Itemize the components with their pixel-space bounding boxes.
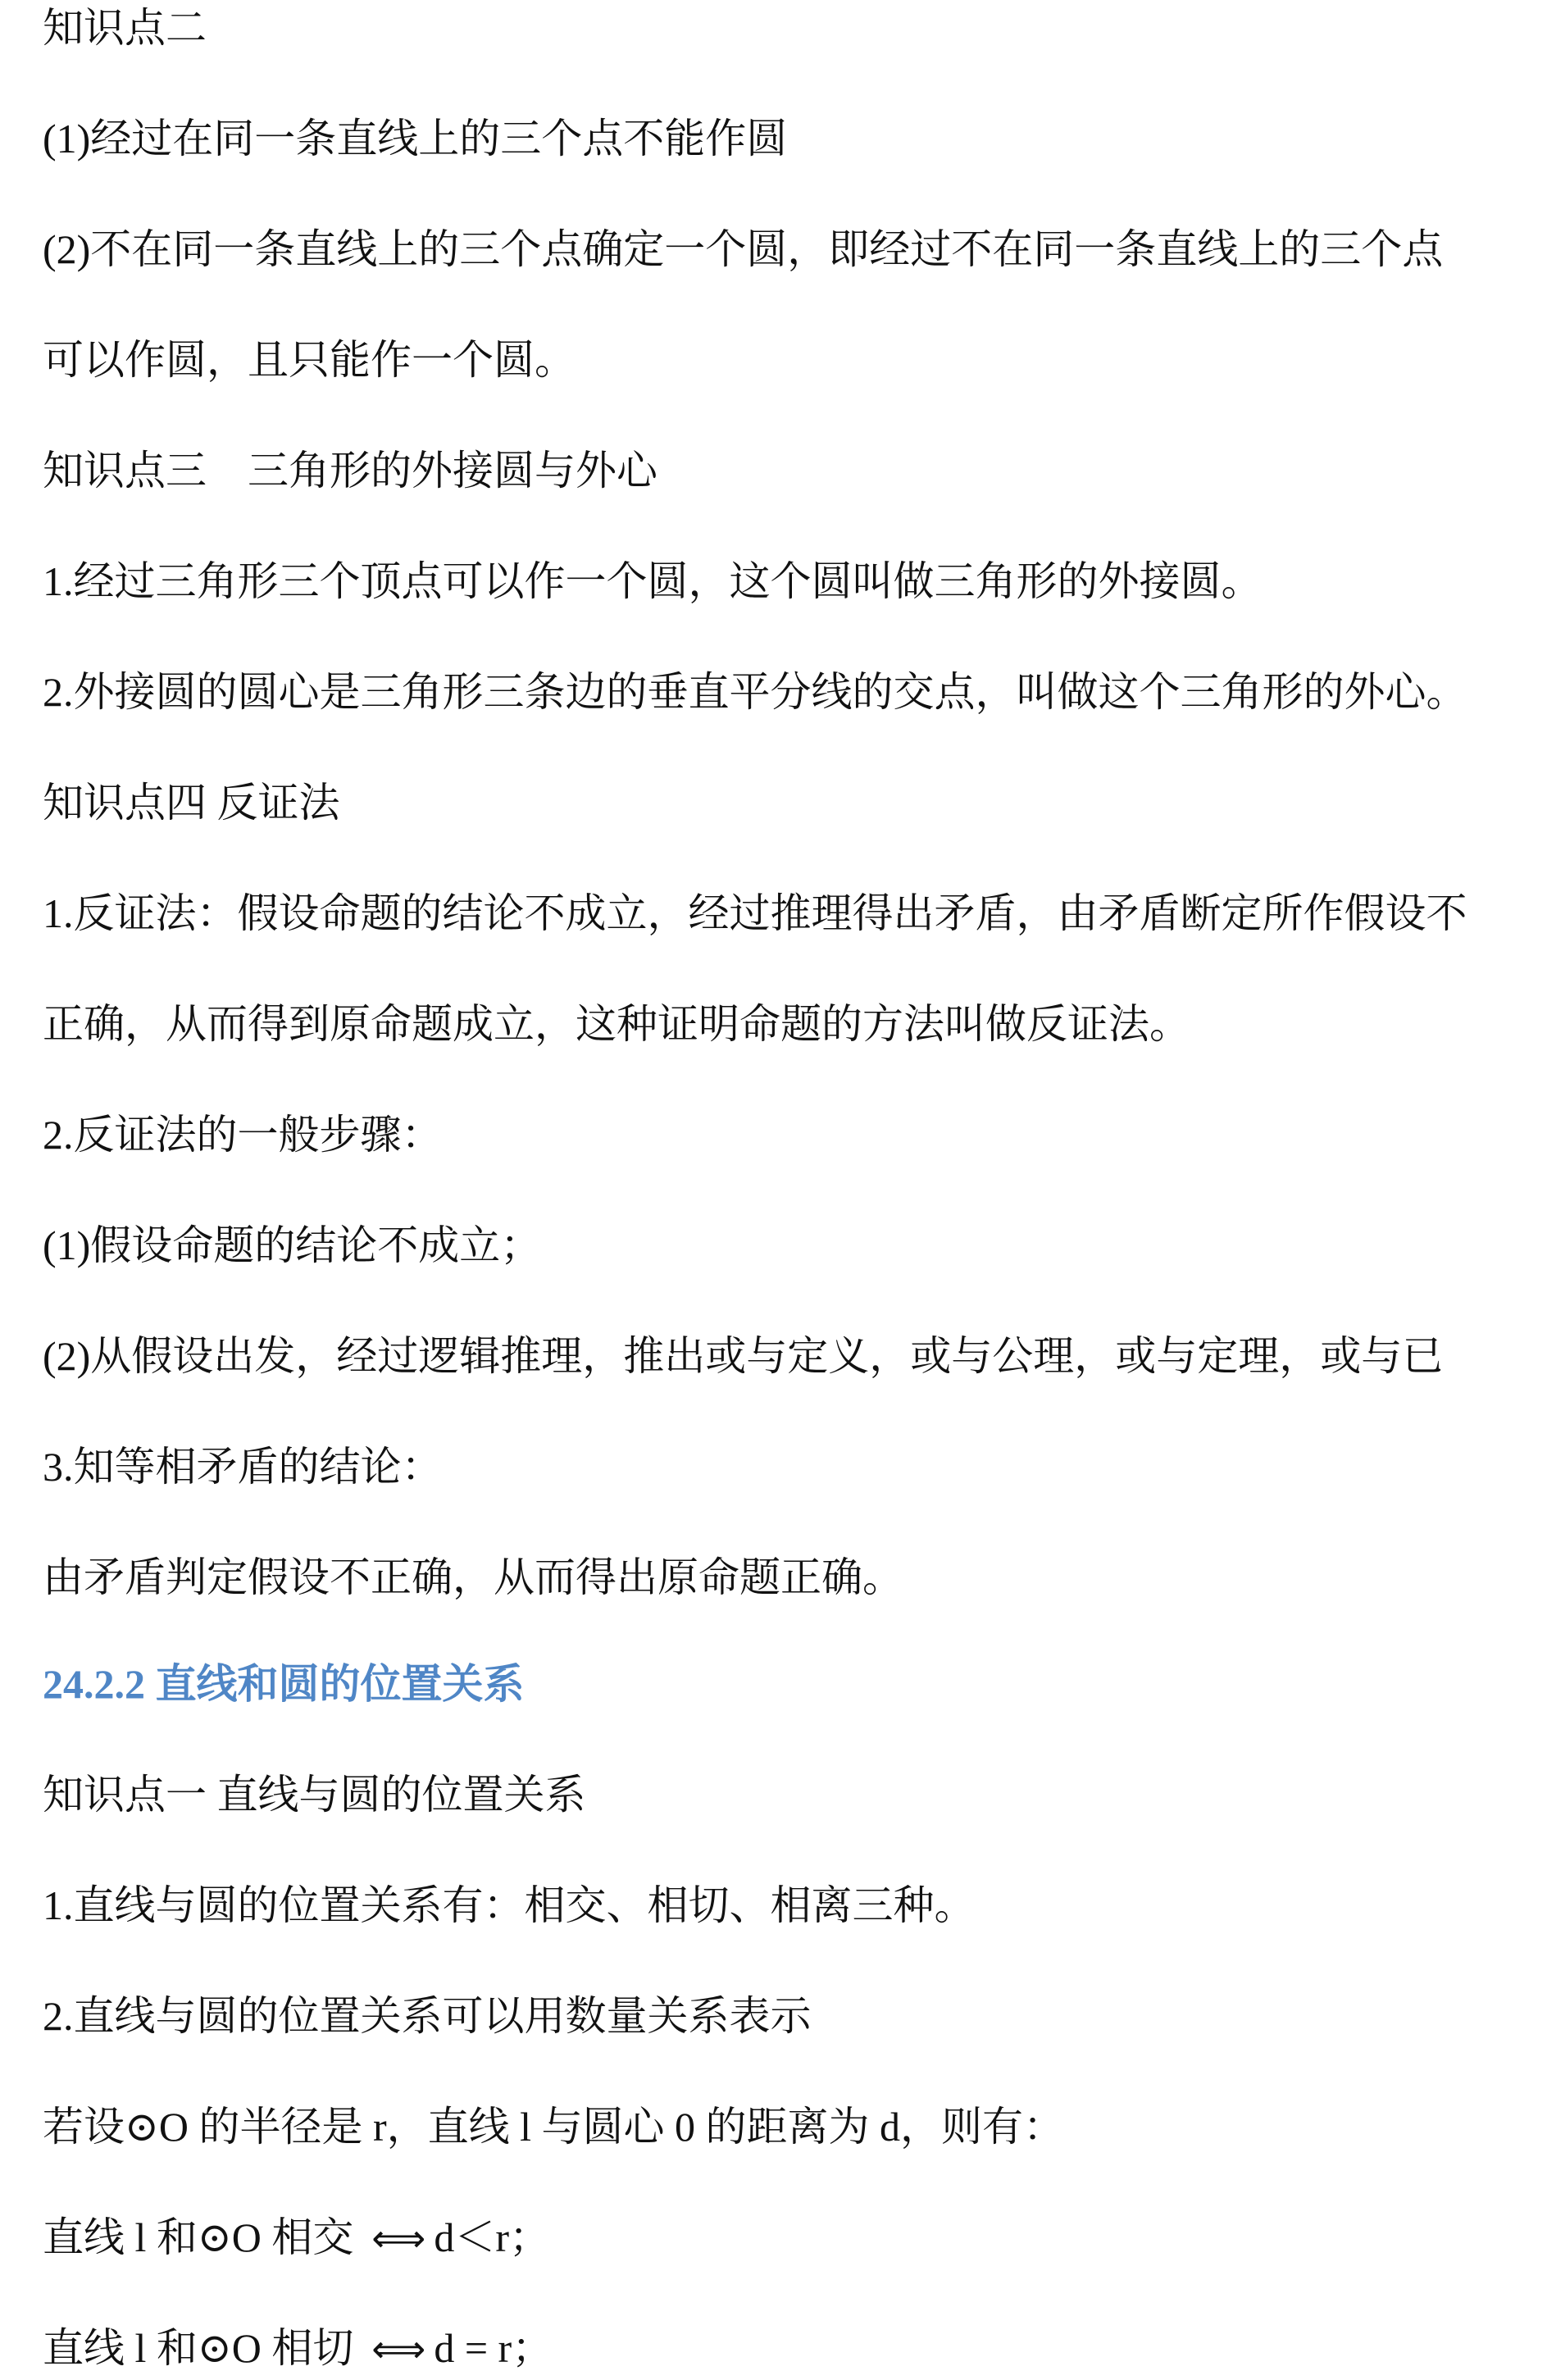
heading-knowledge-point-1: 知识点一 直线与圆的位置关系 [43, 1772, 586, 1818]
paragraph-line: 3.知等相矛盾的结论： [43, 1444, 443, 1490]
heading-knowledge-point-4: 知识点四 反证法 [43, 780, 340, 826]
paragraph-line: (1)假设命题的结论不成立； [43, 1222, 542, 1268]
relation-tangent [43, 2323, 553, 2373]
paragraph-line: 1.反证法：假设命题的结论不成立，经过推理得出矛盾，由矛盾断定所作假设不 [43, 890, 1467, 936]
paragraph-line: 2.直线与圆的位置关系可以用数量关系表示 [43, 1993, 812, 2039]
paragraph-line: (1)经过在同一条直线上的三个点不能作圆 [43, 116, 788, 162]
relation-right: d＜r； [434, 2214, 551, 2260]
relation-intersect [43, 2213, 550, 2263]
relation-right: d = r； [434, 2325, 553, 2371]
paragraph-line: (2)从假设出发，经过逻辑推理，推出或与定义，或与公理，或与定理，或与已 [43, 1333, 1444, 1379]
relation-left: 直线 l 和⊙O 相切 [43, 2325, 354, 2371]
iff-arrow-icon: ⟺ [371, 2216, 426, 2260]
heading-knowledge-point-3: 知识点三 三角形的外接圆与外心 [43, 448, 657, 494]
paragraph-line: 若设⊙O 的半径是 r，直线 l 与圆心 0 的距离为 d，则有： [43, 2104, 1065, 2150]
heading-knowledge-point-2: 知识点二 [43, 5, 207, 51]
iff-arrow-icon: ⟺ [371, 2327, 426, 2371]
paragraph-line: 1.直线与圆的位置关系有：相交、相切、相离三种。 [43, 1882, 976, 1928]
section-heading-24-2-2: 24.2.2 直线和圆的位置关系 [43, 1661, 525, 1707]
paragraph-line: 1.经过三角形三个顶点可以作一个圆，这个圆叫做三角形的外接圆。 [43, 558, 1263, 604]
relation-left: 直线 l 和⊙O 相交 [43, 2214, 354, 2260]
paragraph-line: 2.外接圆的圆心是三角形三条边的垂直平分线的交点，叫做这个三角形的外心。 [43, 669, 1467, 715]
paragraph-line: (2)不在同一条直线上的三个点确定一个圆，即经过不在同一条直线上的三个点 [43, 226, 1444, 272]
paragraph-line: 由矛盾判定假设不正确，从而得出原命题正确。 [43, 1554, 903, 1600]
paragraph-line: 正确，从而得到原命题成立，这种证明命题的方法叫做反证法。 [43, 1001, 1190, 1047]
paragraph-line: 可以作圆，且只能作一个圆。 [43, 337, 576, 383]
paragraph-line: 2.反证法的一般步骤： [43, 1112, 443, 1158]
